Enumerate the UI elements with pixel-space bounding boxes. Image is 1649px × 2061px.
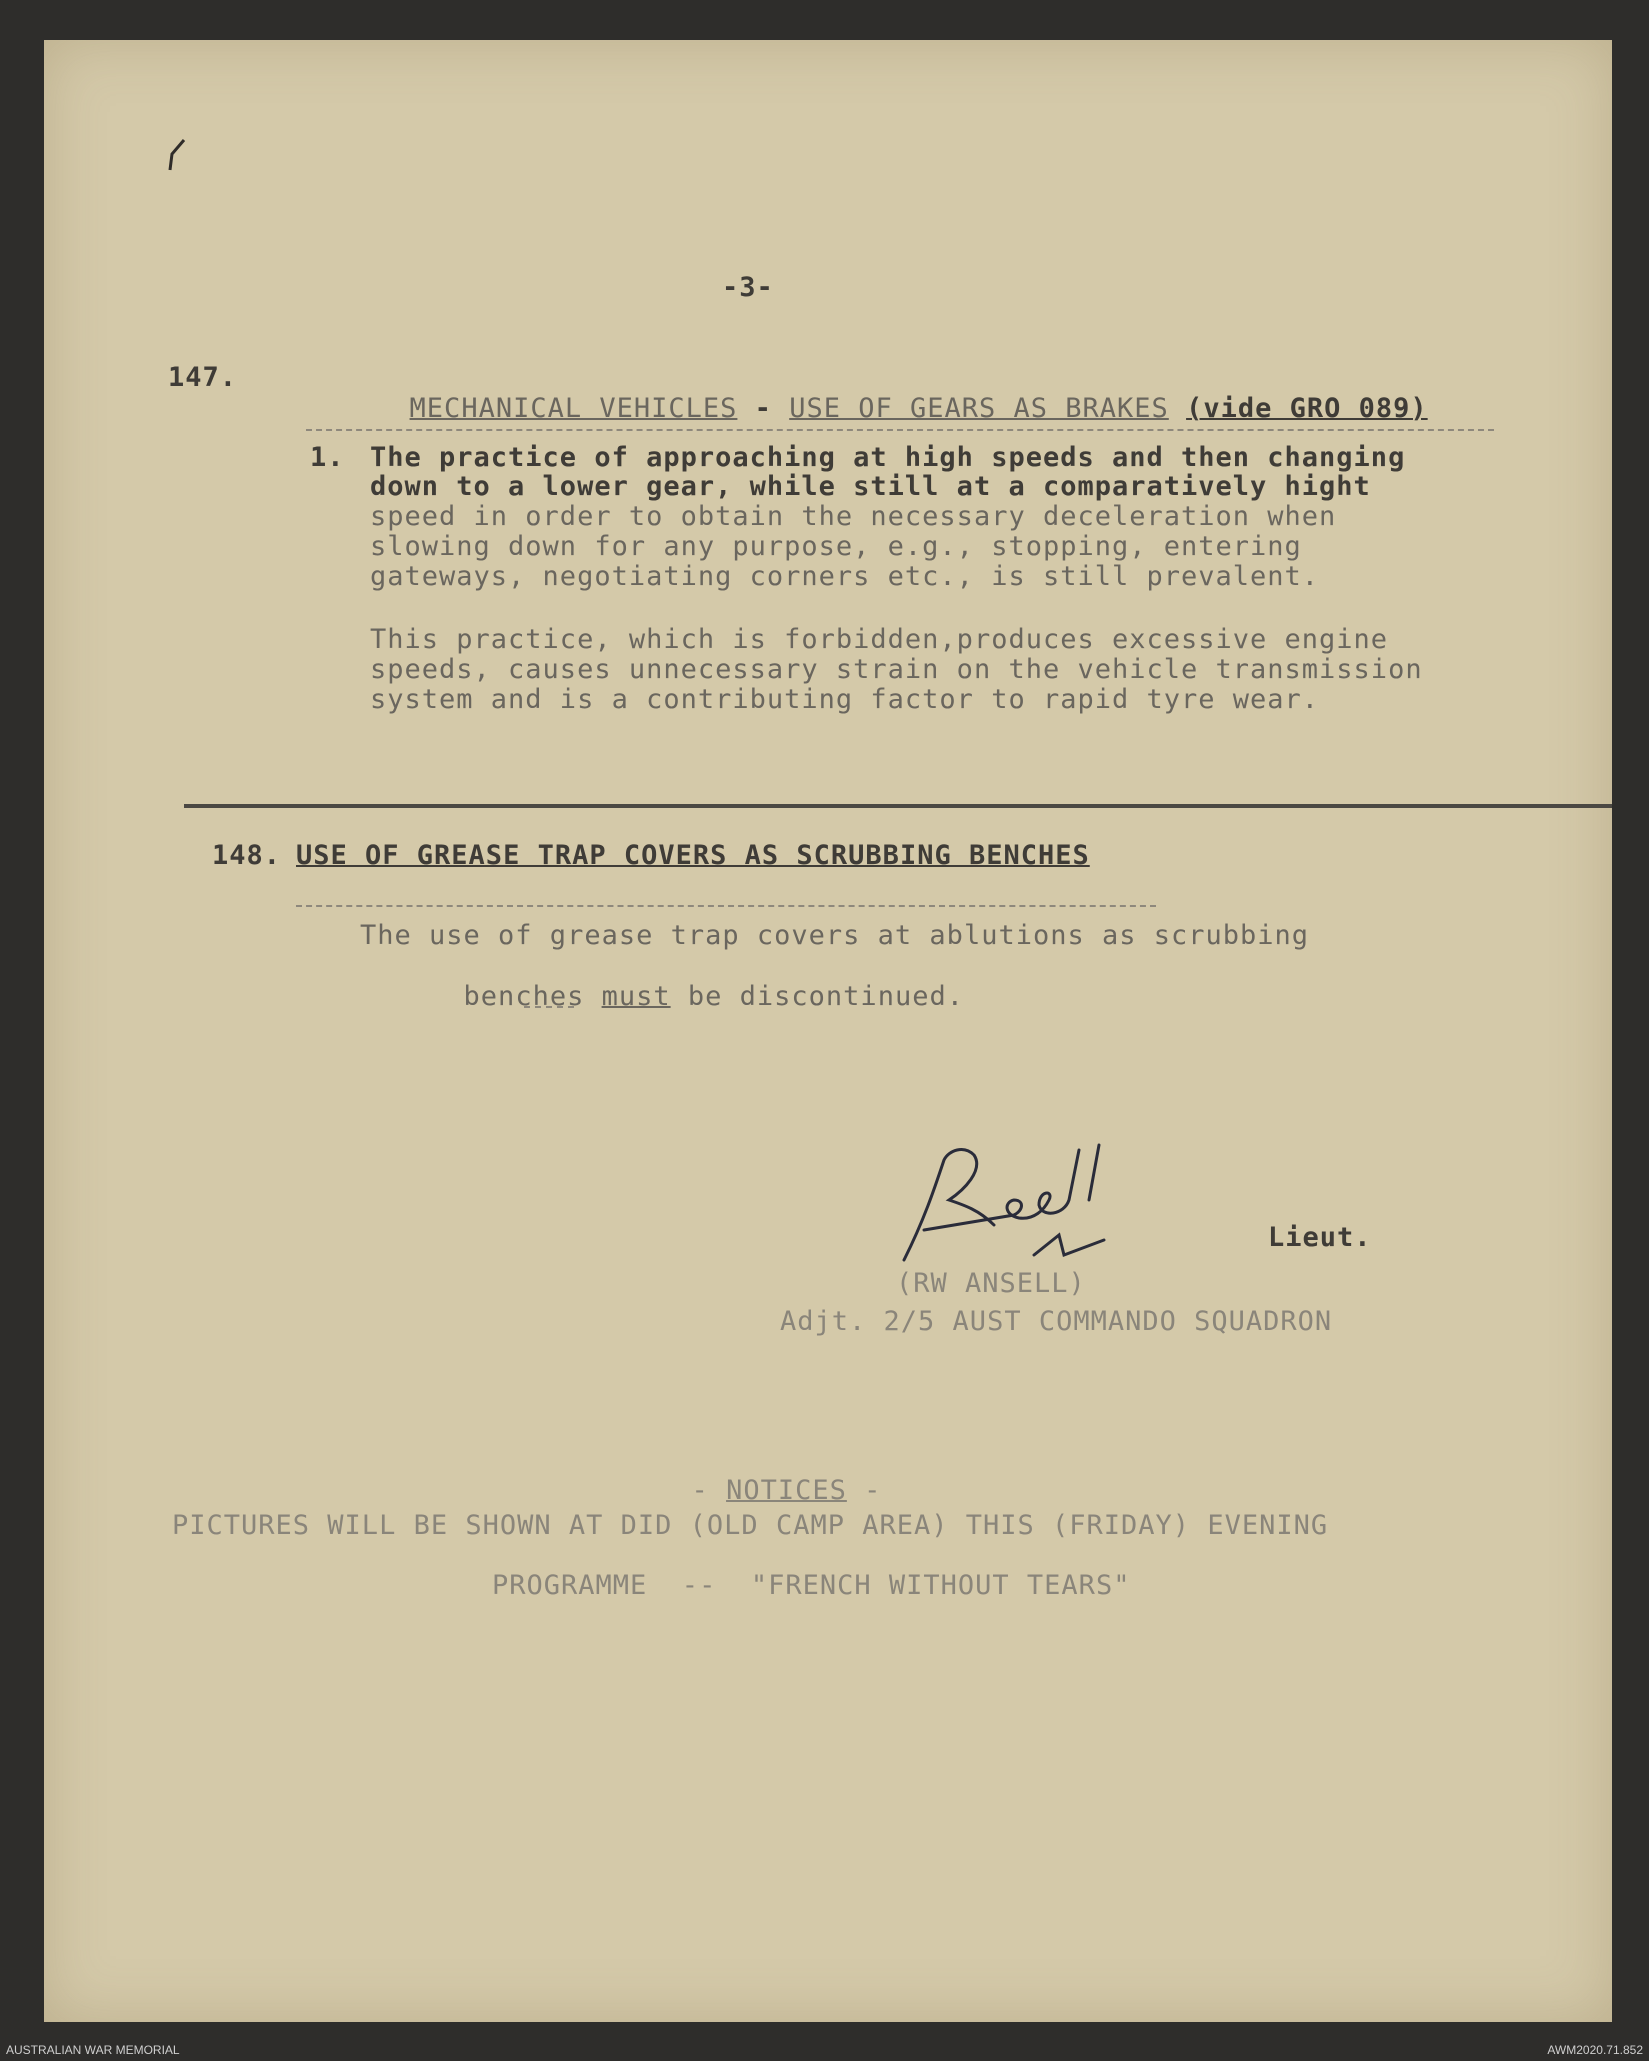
para-1-number: 1. bbox=[310, 442, 345, 473]
ink-mark-icon bbox=[162, 136, 192, 176]
signatory-name: (RW ANSELL) bbox=[896, 1268, 1086, 1299]
para-1-line: down to a lower gear, while still at a comparatively hight bbox=[370, 471, 1371, 502]
heading-dash-underline bbox=[296, 905, 1156, 907]
heading-separator: - bbox=[737, 393, 790, 424]
para-1-line: The practice of approaching at high speeds and then changing bbox=[370, 442, 1406, 473]
heading-dash-underline bbox=[306, 429, 1494, 431]
page-number: -3- bbox=[722, 272, 774, 303]
heading-reference: (vide GRO 089) bbox=[1186, 393, 1428, 424]
end-dash bbox=[524, 1006, 574, 1008]
para-1-line: gateways, negotiating corners etc., is still prevalent. bbox=[370, 561, 1320, 592]
heading-part-b: USE OF GEARS AS BRAKES bbox=[789, 393, 1169, 424]
para-1-line: slowing down for any purpose, e.g., stopping, entering bbox=[370, 531, 1302, 562]
heading-part-a: MECHANICAL VEHICLES bbox=[409, 393, 738, 424]
footer-right: AWM2020.71.852 bbox=[1547, 2043, 1643, 2057]
item-148-line: benches must be discontinued. bbox=[463, 981, 964, 1012]
item-147-number: 147. bbox=[168, 362, 238, 393]
para-1-line: speed in order to obtain the necessary deceleration when bbox=[370, 501, 1337, 532]
footer-left: AUSTRALIAN WAR MEMORIAL bbox=[6, 2043, 180, 2057]
notice-line: PROGRAMME -- "FRENCH WITHOUT TEARS" bbox=[492, 1570, 1131, 1601]
para-2-line: This practice, which is forbidden,produces excessive engine bbox=[370, 624, 1389, 655]
para-2-line: speeds, causes unnecessary strain on the vehicle transmission bbox=[370, 654, 1423, 685]
notices-heading: - NOTICES - bbox=[691, 1475, 882, 1506]
notice-line: PICTURES WILL BE SHOWN AT DID (OLD CAMP AREA) THIS (FRIDAY) EVENING bbox=[172, 1510, 1329, 1541]
section-divider bbox=[184, 804, 1612, 808]
document-page bbox=[44, 40, 1612, 2022]
emphasis-must: must bbox=[601, 981, 671, 1012]
signatory-title: Adjt. 2/5 AUST COMMANDO SQUADRON bbox=[780, 1306, 1333, 1337]
item-148-heading: USE OF GREASE TRAP COVERS AS SCRUBBING BENCHES bbox=[296, 840, 1090, 871]
signatory-rank: Lieut. bbox=[1268, 1222, 1372, 1253]
item-148-line: The use of grease trap covers at ablutions as scrubbing bbox=[360, 920, 1310, 951]
item-148-number: 148. bbox=[212, 840, 282, 871]
para-2-line: system and is a contributing factor to rapid tyre wear. bbox=[370, 684, 1320, 715]
